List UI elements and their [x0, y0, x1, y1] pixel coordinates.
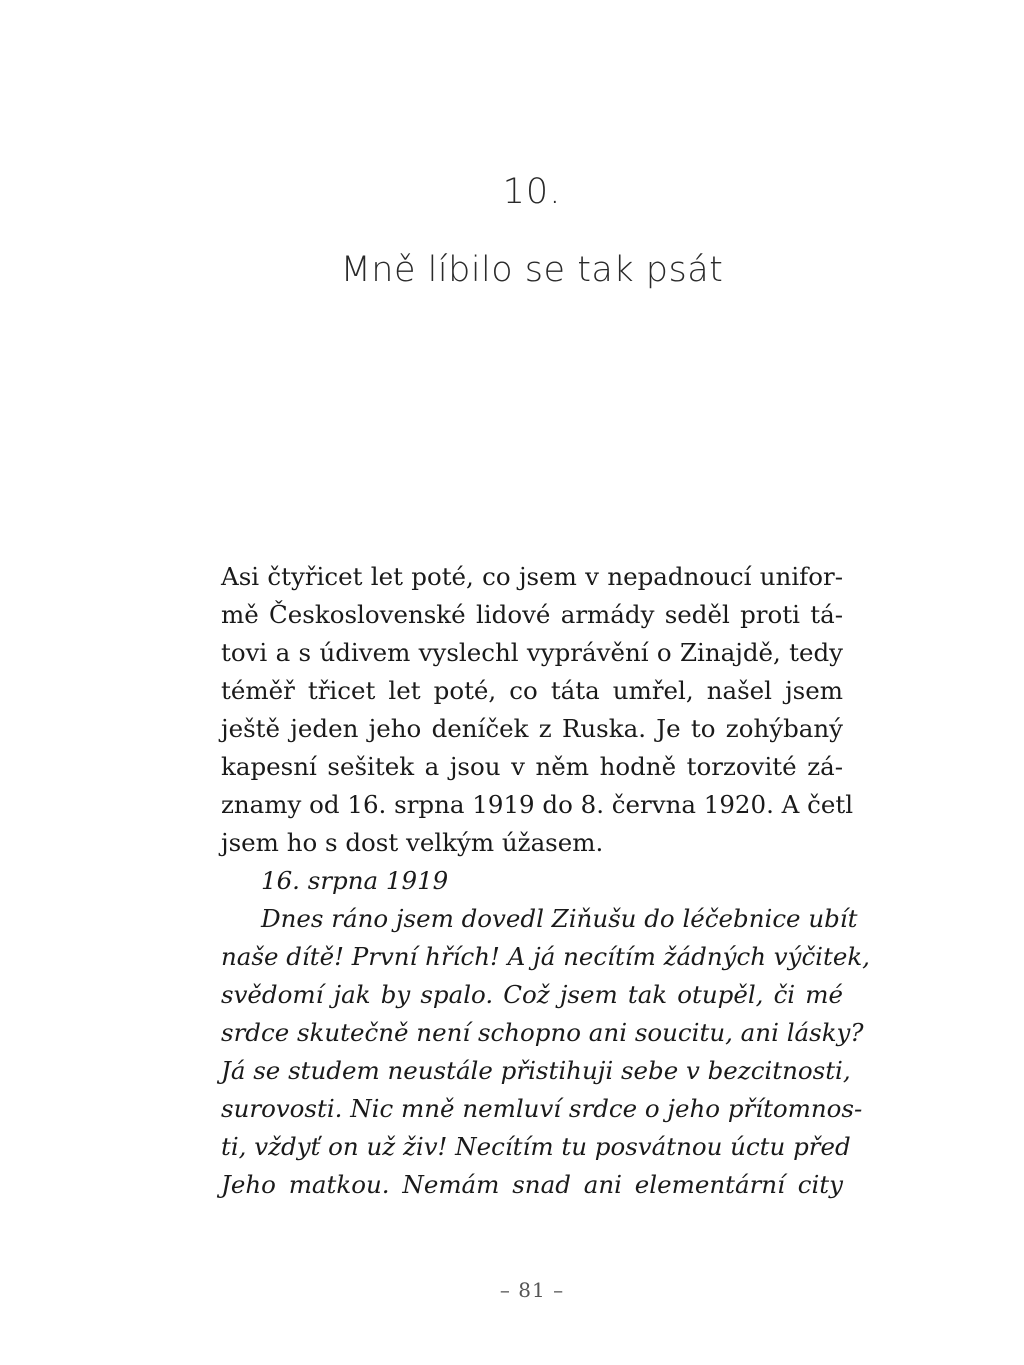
chapter-number: 10.	[502, 172, 562, 212]
diary-line: surovosti. Nic mně nemluví srdce o jeho přítomnos-	[221, 1094, 863, 1123]
paragraph-line: jsem ho s dost velkým úžasem.	[221, 828, 604, 857]
paragraph-line: kapesní sešitek a jsou v něm hodně torzovité zá-	[221, 752, 843, 781]
diary-line: srdce skutečně není schopno ani soucitu, ani lásky?	[221, 1018, 864, 1047]
diary-line: ti, vždyť on už živ! Necítím tu posvátnou úctu před	[221, 1132, 851, 1161]
diary-line: Já se studem neustále přistihuji sebe v bezcitnosti,	[221, 1056, 851, 1085]
paragraph-line: tovi a s údivem vyslechl vyprávění o Zinajdě, tedy	[221, 638, 843, 667]
diary-line: svědomí jak by spalo. Což jsem tak otupěl, či mé	[221, 980, 843, 1009]
paragraph-line: ještě jeden jeho deníček z Ruska. Je to zohýbaný	[221, 714, 843, 743]
paragraph-line: mě Československé lidové armády seděl proti tá-	[221, 600, 843, 629]
paragraph-line: znamy od 16. srpna 1919 do 8. června 1920. A četl	[221, 790, 854, 819]
page-number: – 81 –	[499, 1278, 565, 1302]
diary-line: Dnes ráno jsem dovedl Ziňušu do léčebnice ubít	[261, 904, 858, 933]
chapter-title: Mně líbilo se tak psát	[340, 250, 724, 290]
paragraph-line: Asi čtyřicet let poté, co jsem v nepadnoucí unifor-	[221, 562, 843, 591]
paragraph-line: téměř třicet let poté, co táta umřel, našel jsem	[221, 676, 843, 705]
body-text	[221, 558, 870, 1204]
diary-line: naše dítě! První hřích! A já necítím žádných výčitek,	[221, 942, 870, 971]
diary-line: Jeho matkou. Nemám snad ani elementární city	[221, 1170, 843, 1199]
diary-date: 16. srpna 1919	[261, 866, 449, 895]
